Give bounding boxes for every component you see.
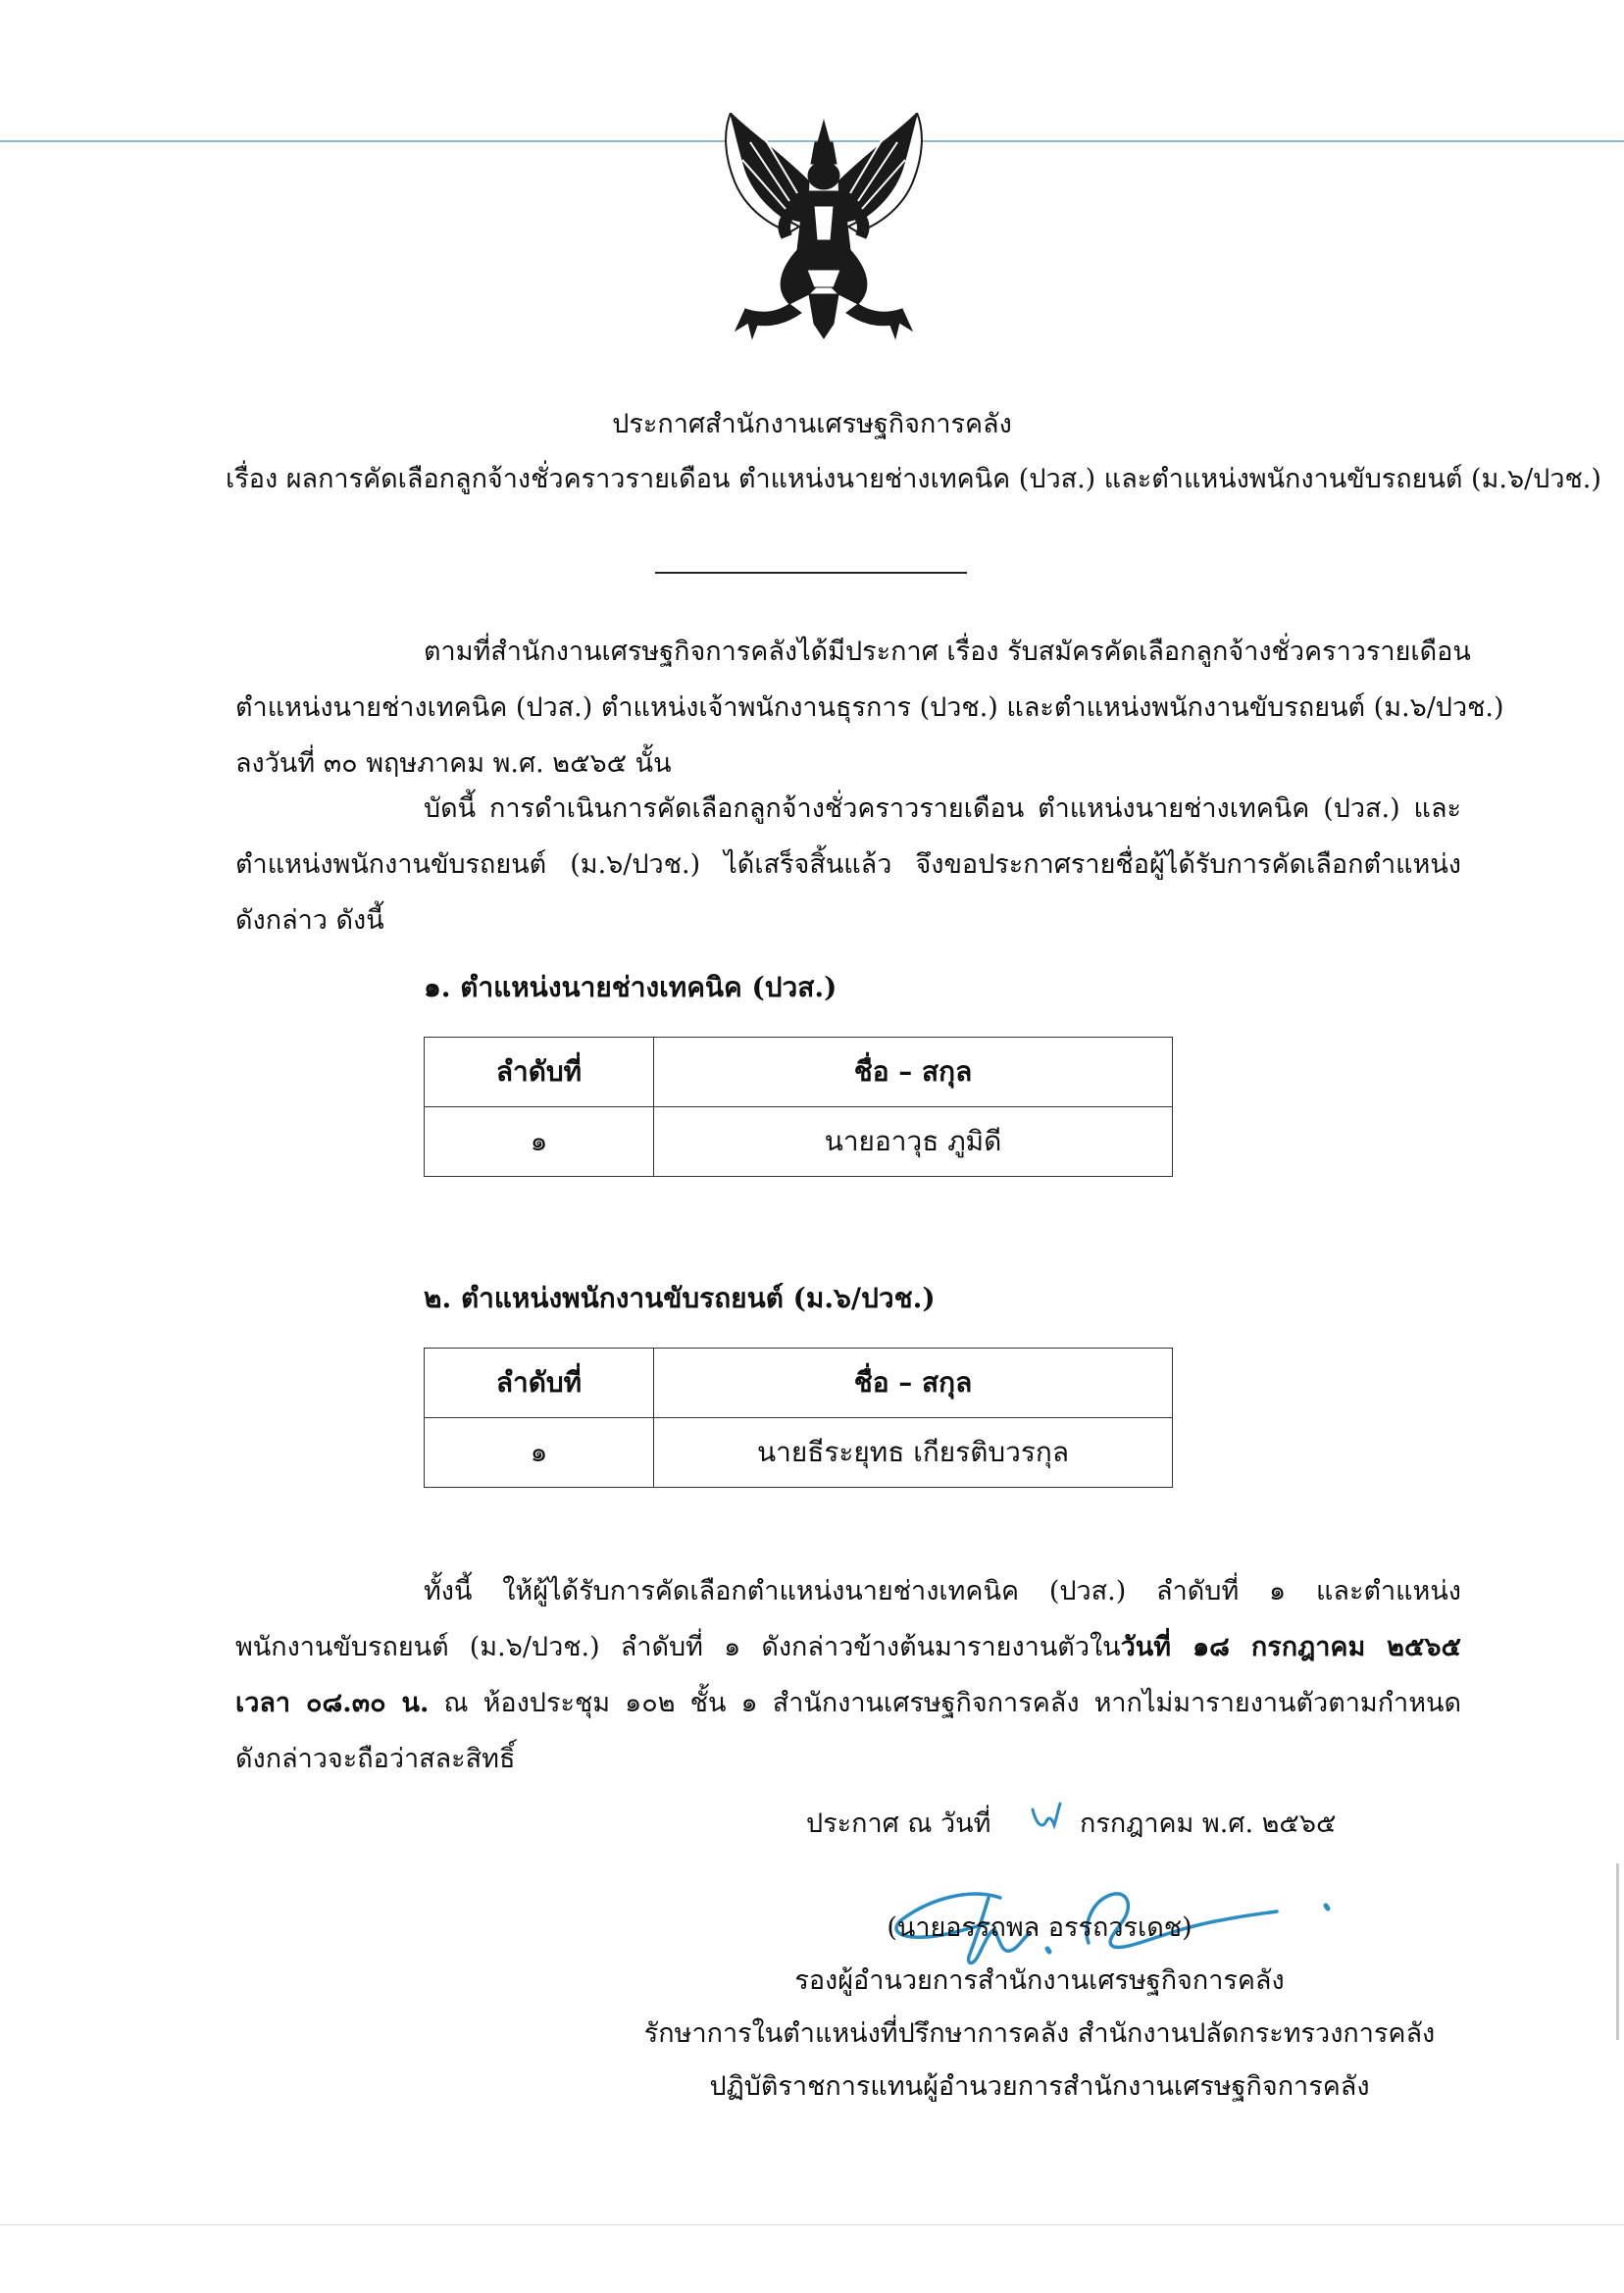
paragraph-3-line-2 <box>235 1619 1461 1675</box>
garuda-emblem-icon <box>721 113 927 348</box>
paragraph-3-line-3-text: ณ ห้องประชุม ๑๐๒ ชั้น ๑ สำนักงานเศรษฐกิจการคลัง หากไม่มารายงานตัวตามกำหนด <box>429 1688 1462 1718</box>
handwritten-day <box>1027 1796 1064 1835</box>
report-time: เวลา ๐๘.๓๐ น. <box>235 1688 430 1718</box>
paragraph-3-line-1: ทั้งนี้ ให้ผู้ได้รับการคัดเลือกตำแหน่งนายช่างเทคนิค (ปวส.) ลำดับที่ ๑ และตำแหน่ง <box>424 1576 1461 1606</box>
announce-date-suffix: กรกฎาคม พ.ศ. ๒๕๖๕ <box>1080 1809 1337 1839</box>
paragraph-3 <box>235 1563 1461 1787</box>
announcement-title: ประกาศสำนักงานเศรษฐกิจการคลัง <box>612 409 1012 439</box>
scan-edge-mark <box>1616 1863 1619 2040</box>
title-divider <box>655 572 967 574</box>
cell-name: นายธีระยุทธ เกียรติบวรกุล <box>654 1418 1173 1488</box>
signatory-position-3: ปฏิบัติราชการแทนผู้อำนวยการสำนักงานเศรษฐกิจการคลัง <box>709 2071 1370 2102</box>
signatory-position-1: รองผู้อำนวยการสำนักงานเศรษฐกิจการคลัง <box>794 1965 1285 1996</box>
column-header-order: ลำดับที่ <box>425 1038 654 1107</box>
paragraph-2 <box>235 781 1461 948</box>
paragraph-1-line-1: ตามที่สำนักงานเศรษฐกิจการคลังได้มีประกาศ เรื่อง รับสมัครคัดเลือกลูกจ้างชั่วคราวรายเดือน <box>424 637 1471 667</box>
paragraph-3-line-4: ดังกล่าวจะถือว่าสละสิทธิ์ <box>235 1744 516 1774</box>
section-1-heading: ๑. ตำแหน่งนายช่างเทคนิค (ปวส.) <box>424 971 837 1003</box>
cell-name: นายอาวุธ ภูมิดี <box>654 1107 1173 1177</box>
announcement-subject: เรื่อง ผลการคัดเลือกลูกจ้างชั่วคราวรายเดือน ตำแหน่งนายช่างเทคนิค (ปวส.) และตำแหน่งพนักงานขับรถยนต์ (ม.๖/ปวช.) <box>226 464 1601 494</box>
table-row <box>425 1418 1173 1488</box>
cell-order: ๑ <box>425 1418 654 1488</box>
paragraph-3-line-3 <box>235 1675 1461 1731</box>
signatory-position-2: รักษาการในตำแหน่งที่ปรึกษาการคลัง สำนักงานปลัดกระทรวงการคลัง <box>643 2018 1436 2049</box>
paragraph-2-line-3: ดังกล่าว ดังนี้ <box>235 905 384 936</box>
paragraph-2-line-2: ตำแหน่งพนักงานขับรถยนต์ (ม.๖/ปวช.) ได้เสร็จสิ้นแล้ว จึงขอประกาศรายชื่อผู้ได้รับการคัดเลือกตำแหน่ง <box>235 849 1461 880</box>
signatory-name: (นายอรรถพล อรรถวรเดช) <box>887 1912 1193 1943</box>
paragraph-1-line-2: ตำแหน่งนายช่างเทคนิค (ปวส.) ตำแหน่งเจ้าพนักงานธุรการ (ปวช.) และตำแหน่งพนักงานขับรถยนต์ (ม.๖/ปวช.) <box>235 692 1504 723</box>
section-2-heading: ๒. ตำแหน่งพนักงานขับรถยนต์ (ม.๖/ปวช.) <box>424 1282 936 1314</box>
table-header-row <box>425 1349 1173 1418</box>
column-header-name: ชื่อ – สกุล <box>654 1349 1173 1418</box>
paragraph-1 <box>235 624 1504 791</box>
paragraph-1-line-3: ลงวันที่ ๓๐ พฤษภาคม พ.ศ. ๒๕๖๕ นั้น <box>235 748 672 779</box>
table-row <box>425 1107 1173 1177</box>
paragraph-3-line-2-text: พนักงานขับรถยนต์ (ม.๖/ปวช.) ลำดับที่ ๑ ดังกล่าวข้างต้นมารายงานตัวใน <box>235 1632 1121 1662</box>
cell-order: ๑ <box>425 1107 654 1177</box>
section-2-table <box>424 1348 1173 1488</box>
announce-date-prefix: ประกาศ ณ วันที่ <box>806 1809 991 1839</box>
paragraph-2-line-1: บัดนี้ การดำเนินการคัดเลือกลูกจ้างชั่วคราวรายเดือน ตำแหน่งนายช่างเทคนิค (ปวส.) และ <box>424 793 1461 824</box>
bottom-scan-line <box>0 2224 1624 2225</box>
report-date: วันที่ ๑๘ กรกฎาคม ๒๕๖๕ <box>1120 1632 1461 1662</box>
section-1-table <box>424 1037 1173 1177</box>
column-header-name: ชื่อ – สกุล <box>654 1038 1173 1107</box>
table-header-row <box>425 1038 1173 1107</box>
column-header-order: ลำดับที่ <box>425 1349 654 1418</box>
